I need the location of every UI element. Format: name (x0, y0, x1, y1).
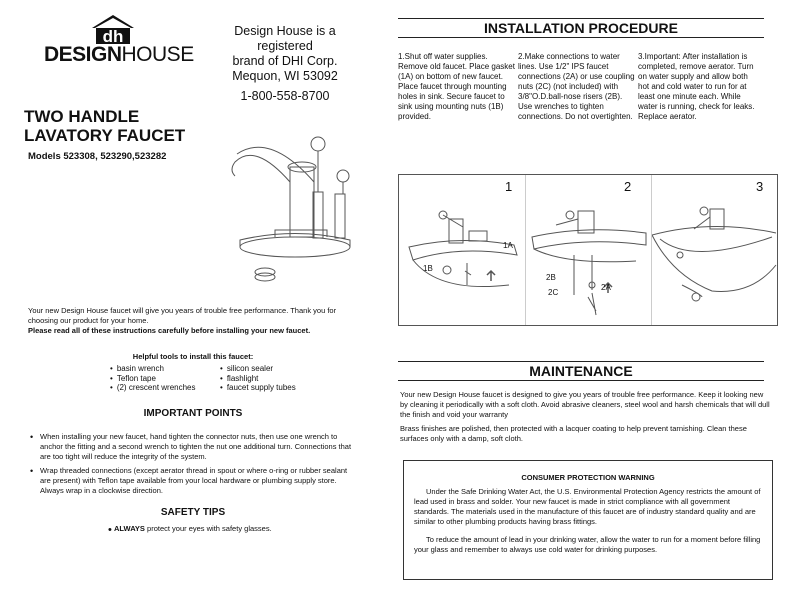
safety-tips-heading: SAFETY TIPS (160, 507, 226, 518)
faucet-illustration (215, 112, 365, 297)
tools-heading: Helpful tools to install this faucet: (132, 352, 254, 361)
house-logo-icon (88, 14, 138, 44)
bullet-icon: • (108, 524, 112, 536)
step3-illustration (652, 175, 778, 325)
diagram-panel-3 (651, 175, 778, 325)
tool-item: • Teflon tape (110, 374, 196, 384)
tools-list-1 (110, 364, 196, 393)
company-phone: 1-800-558-8700 (240, 89, 330, 103)
model-numbers: Models 523308, 523290,523282 (28, 151, 167, 162)
logo-mark-text: dh (102, 27, 124, 44)
maintenance-heading: MAINTENANCE (398, 361, 764, 381)
safety-tip: • ALWAYS protect your eyes with safety glasses. (108, 524, 272, 536)
installation-heading: INSTALLATION PROCEDURE (398, 18, 764, 38)
panel-number-3: 3 (756, 179, 764, 194)
install-step-1: 1.Shut off water supplies. Remove old faucet. Place gasket (1A) on bottom of new faucet. Place faucet through mounting holes in sink. Secure faucet to sink using mounting nuts (1B) provided. (398, 52, 515, 121)
product-title: TWO HANDLE LAVATORY FAUCET (24, 107, 186, 145)
panel-number-2: 2 (624, 179, 632, 194)
step1-illustration (399, 175, 525, 325)
tools-list-2 (220, 364, 296, 393)
maintenance-paragraph-1: Your new Design House faucet is designed to give you years of trouble free performance. Keep it looking new by cleaning it periodically with a soft cloth. Avoid abrasive cleaners, steel wool and harsh chemicals that will dull the finish and void your warranty (400, 390, 770, 419)
installation-diagram (398, 174, 778, 326)
callout-1a: 1A (503, 241, 513, 250)
logo-wordmark: DESIGNHOUSE (44, 43, 194, 66)
intro-warning: Please read all of these instructions carefully before installing your new faucet. (28, 326, 311, 335)
diagram-panel-2 (525, 175, 652, 325)
callout-1b: 1B (423, 264, 433, 273)
tool-item: • basin wrench (110, 364, 196, 374)
install-step-3: 3.Important: After installation is completed, remove aerator. Turn on water supply and allow both hot and cold water to run for at least one minute each. While water is running, check for leaks. Replace aerator. (638, 52, 755, 121)
warning-paragraph-2: To reduce the amount of lead in your drinking water, allow the water to run for a moment before filling your glass and remember to always use cold water for drinking purposes. (414, 535, 761, 554)
company-city: Mequon, WI 53092 (232, 69, 338, 83)
callout-2c: 2C (548, 288, 559, 297)
consumer-protection-warning (403, 460, 773, 580)
registered-brand-note: Design House is a registered brand of DHI Corp. (232, 24, 338, 68)
company-address (210, 66, 360, 106)
important-point-1: • When installing your new faucet, hand tighten the connector nuts, then use one wrench to anchor the fitting and a second wrench to tighten the nut one additional turn. Connections that are too tight will reduce the integrity of the system. (30, 432, 360, 462)
tool-item: • silicon sealer (220, 364, 296, 374)
install-step-2: 2.Make connections to water lines. Use 1/2" IPS faucet connections (2A) or use coupling nuts (2C) (not included) with 3/8"O.D.ball-nose risers (2B). Use wrenches to tighten connections. Do not overtighten. (518, 52, 635, 121)
panel-number-1: 1 (505, 179, 513, 194)
warning-paragraph-1: Under the Safe Drinking Water Act, the U.S. Environmental Protection Agency restricts the amount of lead used in brass and solder. Your new faucet is made in strict compliance with all government standards. The materials used in the manufacture of this faucet are of industry standard quality and are similar to other plumbing products having brass fittings. (414, 487, 761, 526)
design-house-logo (40, 14, 194, 66)
maintenance-paragraph-2: Brass finishes are polished, then protected with a lacquer coating to help prevent tarnishing. Clean these surfaces only with a damp, soft cloth. (400, 424, 747, 443)
important-points-heading: IMPORTANT POINTS (143, 408, 243, 419)
step2-illustration (526, 175, 652, 325)
callout-2a: 2A (601, 283, 611, 292)
tool-item: • flashlight (220, 374, 296, 384)
diagram-panel-1 (399, 175, 525, 325)
important-point-2: • Wrap threaded connections (except aerator thread in spout or where o-ring or rubber sealant are present) with Teflon tape available from your local hardware or plumbing supply store. Always wrap in a clockwise direction. (30, 466, 360, 496)
callout-2b: 2B (546, 273, 556, 282)
tool-item: • (2) crescent wrenches (110, 383, 196, 393)
intro-text: Your new Design House faucet will give you years of trouble free performance. Thank you for choosing our product for your home. Please read all of these instructions carefully before installing your new faucet. (28, 306, 337, 335)
tool-item: • faucet supply tubes (220, 383, 296, 393)
warning-heading: CONSUMER PROTECTION WARNING (521, 473, 655, 482)
